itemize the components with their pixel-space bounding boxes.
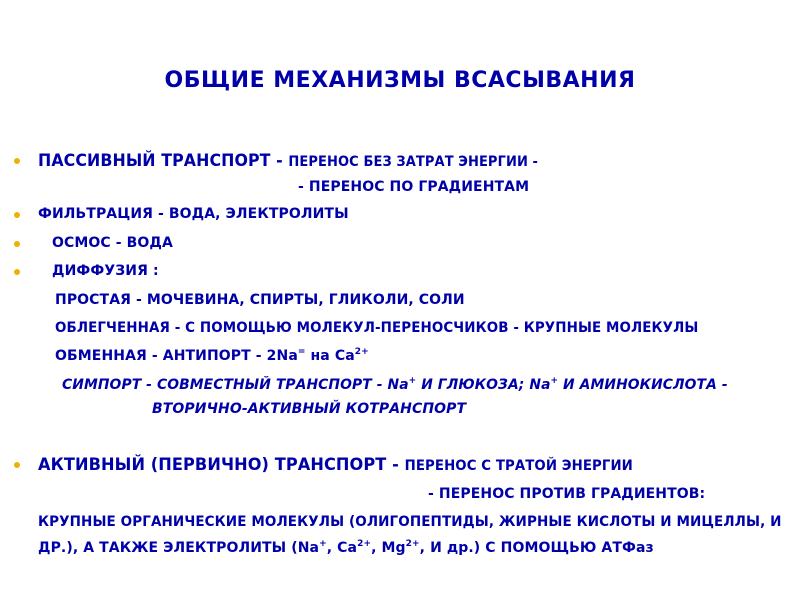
slide-title: ОБЩИЕ МЕХАНИЗМЫ ВСАСЫВАНИЯ [164,68,636,93]
passive-transport-heading: ПАССИВНЫЙ ТРАНСПОРТ - [38,151,289,171]
symport-sup-1: + [408,376,417,386]
symport-part-2: И ГЛЮКОЗА; Na [416,377,551,393]
large-text-c: , Mg [371,540,406,556]
bullet-icon [14,462,20,468]
symport-part-3: И АМИНОКИСЛОТА - [558,377,728,393]
passive-transport-desc: ПЕРЕНОС БЕЗ ЗАТРАТ ЭНЕРГИИ - [288,154,539,170]
large-text-b: , Ca [326,540,358,556]
active-gradient-line: - ПЕРЕНОС ПРОТИВ ГРАДИЕНТОВ: [428,486,706,502]
facilitated-diffusion-line: ОБЛЕГЧЕННАЯ - С ПОМОЩЬЮ МОЛЕКУЛ-ПЕРЕНОСЧИКОВ - КРУПНЫЕ МОЛЕКУЛЫ [55,320,699,336]
large-molecules-line-2 [38,540,654,556]
exchange-sup-1: = [297,347,306,357]
active-transport-heading: АКТИВНЫЙ (ПЕРВИЧНО) ТРАНСПОРТ - [38,455,405,475]
secondary-active-line: ВТОРИЧНО-АКТИВНЫЙ КОТРАНСПОРТ [152,401,467,417]
large-text-a: ДР.), А ТАКЖЕ ЭЛЕКТРОЛИТЫ (Na [38,540,320,556]
symport-sup-2: + [550,376,559,386]
exchange-text: ОБМЕННАЯ - АНТИПОРТ - 2Na [55,348,298,364]
exchange-sup-2: 2+ [354,347,369,357]
bullet-icon [14,269,20,275]
large-text-d: , И др.) С ПОМОЩЬЮ АТФаз [419,540,654,556]
passive-transport-line [38,151,538,171]
osmosis-line: ОСМОС - ВОДА [52,235,173,251]
symport-part-1: СИМПОРТ - СОВМЕСТНЫЙ ТРАНСПОРТ - Na [62,377,409,393]
bullet-icon [14,212,20,218]
active-transport-line [38,455,633,475]
filtration-line: ФИЛЬТРАЦИЯ - ВОДА, ЭЛЕКТРОЛИТЫ [38,206,349,222]
active-transport-desc: ПЕРЕНОС С ТРАТОЙ ЭНЕРГИИ [404,458,633,474]
symport-line [62,377,728,393]
large-sup-2: 2+ [357,539,372,549]
large-sup-3: 2+ [405,539,420,549]
diffusion-line: ДИФФУЗИЯ : [52,263,159,279]
passive-gradient-line: - ПЕРЕНОС ПО ГРАДИЕНТАМ [298,179,530,195]
large-molecules-line-1: КРУПНЫЕ ОРГАНИЧЕСКИЕ МОЛЕКУЛЫ (ОЛИГОПЕПТИДЫ, ЖИРНЫЕ КИСЛОТЫ И МИЦЕЛЛЫ, И [38,514,782,530]
exchange-diffusion-line [55,348,369,364]
bullet-icon [14,158,20,164]
exchange-mid: на Ca [305,348,355,364]
simple-diffusion-line: ПРОСТАЯ - МОЧЕВИНА, СПИРТЫ, ГЛИКОЛИ, СОЛИ [55,292,465,308]
bullet-icon [14,241,20,247]
large-sup-1: + [319,539,327,549]
